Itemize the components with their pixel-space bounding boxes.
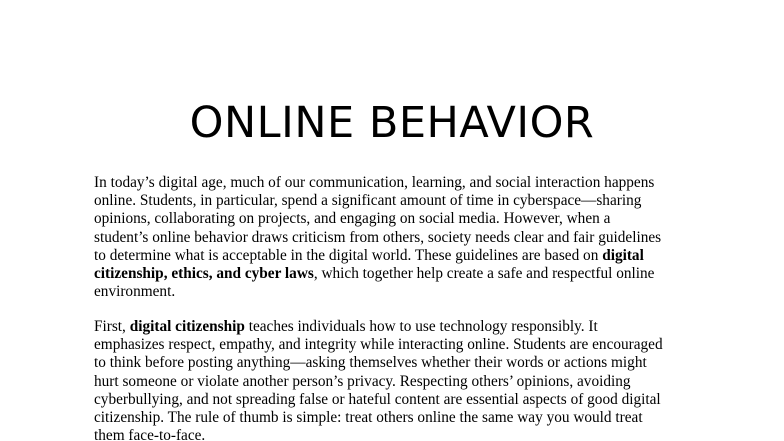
bold-term: digital citizenship xyxy=(129,318,245,335)
text-line: them face-to-face. xyxy=(94,427,206,441)
text-line: In today’s digital age, much of our communication, learning, and social interaction happens xyxy=(94,174,655,191)
text-segment: , which together help create a safe and respectful online xyxy=(313,265,655,283)
paragraph-digital-citizenship xyxy=(94,318,698,441)
text-line: citizenship. The rule of thumb is simple: treat others online the same way you would treat xyxy=(94,409,643,427)
text-line: environment. xyxy=(94,283,176,301)
text-line xyxy=(94,318,698,336)
text-line: cyberbullying, and not spreading false or hateful content are essential aspects of good digital xyxy=(94,390,661,408)
text-segment: to determine what is acceptable in the digital world. These guidelines are based on xyxy=(94,246,603,264)
text-line: student’s online behavior draws criticism from others, society needs clear and fair guidelines xyxy=(94,228,662,246)
document-title: ONLINE BEHAVIOR xyxy=(189,98,595,148)
bold-term: digital xyxy=(602,246,644,264)
text-line: opinions, collaborating on projects, and engaging on social media. However, when a xyxy=(94,210,611,228)
paragraph-intro xyxy=(94,174,698,301)
text-line: hurt someone or violate another person’s privacy. Respecting others’ opinions, avoiding xyxy=(94,372,631,390)
text-line: emphasizes respect, empathy, and integrity while interacting online. Students are encouraged xyxy=(94,336,663,354)
bold-term: citizenship, ethics, and cyber laws xyxy=(94,265,314,283)
text-line xyxy=(94,247,698,265)
text-segment: teaches individuals how to use technology responsibly. It xyxy=(244,318,598,335)
text-line: online. Students, in particular, spend a significant amount of time in cyberspace—sharing xyxy=(94,192,642,210)
text-line xyxy=(94,265,698,283)
text-segment: First, xyxy=(94,318,130,335)
text-line: to think before posting anything—asking themselves whether their words or actions might xyxy=(94,354,647,372)
